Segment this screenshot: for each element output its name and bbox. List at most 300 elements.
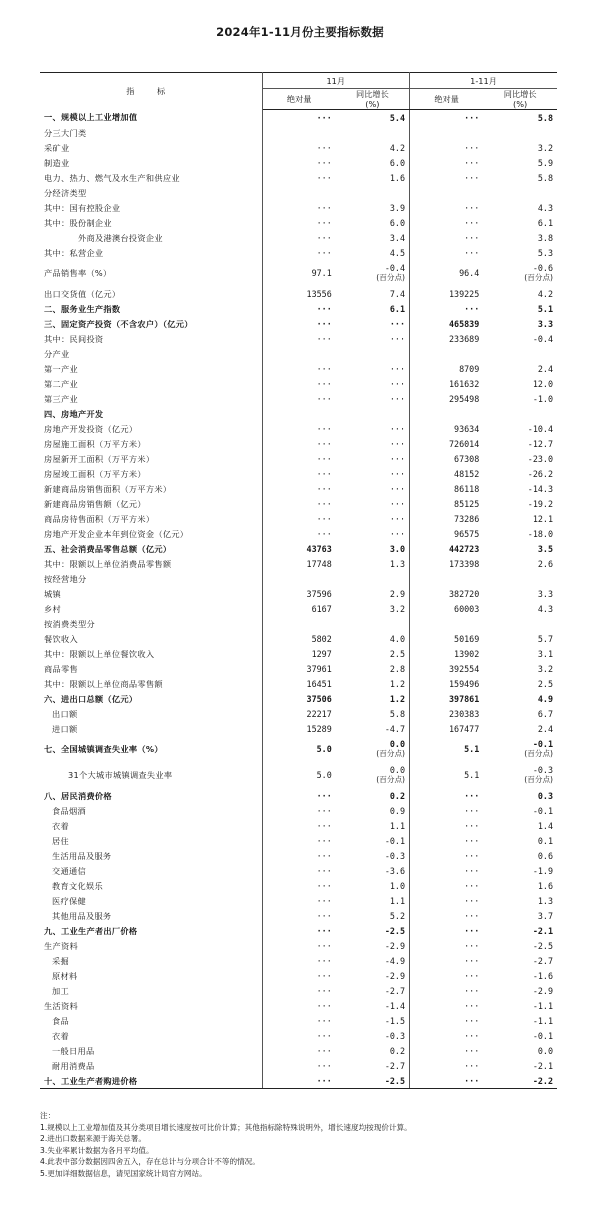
indicator-name: 乡村 [40, 601, 262, 616]
cumulative-absolute-value: ··· [464, 1000, 480, 1011]
month-yoy-growth: 2.9 [336, 586, 410, 601]
table-row [40, 110, 557, 126]
month-yoy-growth: -4.7 [336, 721, 410, 736]
month-yoy-growth: 4.0 [336, 631, 410, 646]
month-yoy-growth: 1.1 [336, 818, 410, 833]
cumulative-absolute-value: ··· [464, 820, 480, 831]
month-yoy-growth [336, 406, 410, 421]
indicator-name: 其他用品及服务 [40, 908, 262, 923]
cumulative-absolute-value [410, 616, 484, 631]
indicator-name: 分产业 [40, 346, 262, 361]
table-row [40, 481, 557, 496]
indicator-name: 商品零售 [40, 661, 262, 676]
cumulative-yoy-growth: 12.0 [532, 378, 554, 389]
indicator-name: 二、服务业生产指数 [40, 301, 262, 316]
cumulative-absolute-value: ··· [464, 805, 480, 816]
month-absolute-value: ··· [316, 157, 332, 168]
cumulative-absolute-value: 465839 [449, 318, 480, 329]
table-row [40, 706, 557, 721]
table-row [40, 526, 557, 541]
indicator-name: 一般日用品 [40, 1043, 262, 1058]
indicator-header: 指 标 [40, 73, 262, 110]
table-row [40, 721, 557, 736]
cumulative-absolute-value: 233689 [449, 333, 480, 344]
cumulative-yoy-growth: 5.3 [537, 247, 554, 258]
month-yoy-growth [336, 346, 410, 361]
cumulative-absolute-value: 60003 [454, 603, 480, 614]
month-absolute-value: ··· [316, 955, 332, 966]
month-absolute-value [262, 346, 336, 361]
month-absolute-value: 17748 [306, 558, 332, 569]
table-row [40, 376, 557, 391]
cumulative-absolute-value: 96575 [454, 528, 480, 539]
cumulative-absolute-value [410, 571, 484, 586]
table-row [40, 833, 557, 848]
cumulative-yoy-growth: -0.1 (百分点) [524, 739, 554, 758]
cumulative-yoy-growth: -1.6 [532, 970, 554, 981]
month-absolute-value: 13556 [306, 288, 332, 299]
cumulative-yoy-growth: 3.7 [537, 910, 554, 921]
cumulative-absolute-value: 67308 [454, 453, 480, 464]
cumulative-absolute-value: ··· [464, 955, 480, 966]
cumulative-absolute-value: 73286 [454, 513, 480, 524]
footnote-line: 2.进出口数据来源于海关总署。 [40, 1134, 146, 1144]
month-absolute-value: ··· [316, 925, 332, 936]
cumulative-yoy-growth: 12.1 [532, 513, 554, 524]
cumulative-absolute-value: 167477 [449, 723, 480, 734]
indicator-name: 其中：私营企业 [40, 245, 262, 260]
table-row [40, 155, 557, 170]
table-row [40, 953, 557, 968]
cumulative-yoy-growth: -2.1 [532, 925, 554, 936]
month-absolute-value: ··· [316, 790, 332, 801]
table-row [40, 998, 557, 1013]
cumulative-absolute-value: ··· [464, 172, 480, 183]
table-row [40, 215, 557, 230]
month-yoy-growth: -0.4 (百分点) [336, 260, 410, 286]
cumulative-absolute-value: ··· [464, 790, 480, 801]
indicator-name: 新建商品房销售面积（万平方米） [40, 481, 262, 496]
month-yoy-growth [336, 616, 410, 631]
cumulative-yoy-growth: 1.6 [537, 880, 554, 891]
month-yoy-growth: 4.2 [336, 140, 410, 155]
indicator-name: 分经济类型 [40, 185, 262, 200]
yoy-header: 同比增长 (%) [336, 89, 410, 110]
cumulative-absolute-value: ··· [464, 895, 480, 906]
month-absolute-value: ··· [316, 820, 332, 831]
indicator-name: 生产资料 [40, 938, 262, 953]
indicator-name: 三、固定资产投资（不含农户）（亿元） [40, 316, 262, 331]
table-row [40, 406, 557, 421]
indicator-name: 进口额 [40, 721, 262, 736]
table-row [40, 691, 557, 706]
month-yoy-growth: 1.2 [336, 691, 410, 706]
indicator-name: 采掘 [40, 953, 262, 968]
month-yoy-growth: 3.4 [336, 230, 410, 245]
indicator-name: 电力、热力、燃气及水生产和供应业 [40, 170, 262, 185]
table-row [40, 316, 557, 331]
month-yoy-growth: -0.1 [336, 833, 410, 848]
table-row [40, 286, 557, 301]
cumulative-absolute-value: ··· [464, 925, 480, 936]
month-absolute-value: ··· [316, 1030, 332, 1041]
cumulative-yoy-growth: -26.2 [527, 468, 554, 479]
month-yoy-growth: 2.8 [336, 661, 410, 676]
month-absolute-value: ··· [316, 910, 332, 921]
month-yoy-growth: 0.0 (百分点) [336, 736, 410, 762]
table-row [40, 185, 557, 200]
cumulative-absolute-value: ··· [464, 985, 480, 996]
month-yoy-growth: ··· [336, 451, 410, 466]
cumulative-yoy-growth: -18.0 [527, 528, 554, 539]
month-yoy-growth: 2.5 [336, 646, 410, 661]
month-absolute-value: 37596 [306, 588, 332, 599]
cumulative-yoy-growth: -0.1 [532, 805, 554, 816]
cumulative-absolute-value: ··· [464, 1030, 480, 1041]
table-row [40, 736, 557, 762]
month-absolute-value: 15289 [306, 723, 332, 734]
month-yoy-growth: ··· [336, 391, 410, 406]
indicators-table [40, 72, 557, 1089]
cumulative-yoy-growth: 0.1 [537, 835, 554, 846]
month-yoy-growth: 0.9 [336, 803, 410, 818]
cumulative-absolute-value: ··· [464, 1015, 480, 1026]
cumulative-yoy-growth: 3.1 [537, 648, 554, 659]
cumulative-yoy-growth: -12.7 [527, 438, 554, 449]
month-absolute-value: 1297 [311, 648, 332, 659]
cumulative-absolute-value: ··· [464, 232, 480, 243]
indicator-name: 按消费类型分 [40, 616, 262, 631]
table-row [40, 451, 557, 466]
cumulative-yoy-growth: -0.4 [532, 333, 554, 344]
indicator-name: 交通通信 [40, 863, 262, 878]
indicator-name: 城镇 [40, 586, 262, 601]
cumulative-yoy-growth: 3.3 [537, 318, 554, 329]
cumulative-yoy-growth: 2.6 [537, 558, 554, 569]
month-absolute-value: 6167 [311, 603, 332, 614]
month-yoy-growth: -2.5 [336, 923, 410, 938]
month-yoy-growth: -0.3 [336, 1028, 410, 1043]
table-row [40, 908, 557, 923]
indicator-name: 房屋新开工面积（万平方米） [40, 451, 262, 466]
month-absolute-value: ··· [316, 142, 332, 153]
table-row [40, 346, 557, 361]
cumulative-yoy-growth: -1.1 [532, 1015, 554, 1026]
month-absolute-value: ··· [316, 985, 332, 996]
cumulative-yoy-growth: -19.2 [527, 498, 554, 509]
month-yoy-growth: ··· [336, 496, 410, 511]
cumulative-yoy-growth: -1.0 [532, 393, 554, 404]
month-yoy-growth: 0.0 (百分点) [336, 762, 410, 788]
indicator-name: 出口额 [40, 706, 262, 721]
month-yoy-growth: -3.6 [336, 863, 410, 878]
month-yoy-growth [336, 571, 410, 586]
month-yoy-growth: -2.7 [336, 1058, 410, 1073]
cumulative-absolute-value [410, 125, 484, 140]
indicator-name: 医疗保健 [40, 893, 262, 908]
indicator-name: 第一产业 [40, 361, 262, 376]
footnote-line: 3.失业率累计数据为各月平均值。 [40, 1145, 154, 1155]
cumulative-yoy-growth: 6.7 [537, 708, 554, 719]
cumulative-absolute-value: 96.4 [459, 268, 480, 278]
table-row [40, 466, 557, 481]
cumulative-absolute-value: ··· [464, 303, 480, 314]
cumulative-yoy-growth: -10.4 [527, 423, 554, 434]
indicator-name: 产品销售率（%） [40, 260, 262, 286]
indicator-name: 房屋竣工面积（万平方米） [40, 466, 262, 481]
month-absolute-value: ··· [316, 303, 332, 314]
month-absolute-value: ··· [262, 1073, 336, 1089]
month-yoy-growth [336, 125, 410, 140]
month-yoy-growth: -1.4 [336, 998, 410, 1013]
indicator-name: 九、工业生产者出厂价格 [40, 923, 262, 938]
cumulative-yoy-growth: -23.0 [527, 453, 554, 464]
month-absolute-value [262, 571, 336, 586]
cumulative-yoy-growth [483, 571, 557, 586]
month-yoy-growth: 6.0 [336, 155, 410, 170]
cumulative-yoy-growth: -14.3 [527, 483, 554, 494]
table-row [40, 803, 557, 818]
table-row [40, 848, 557, 863]
month-yoy-growth: -0.3 [336, 848, 410, 863]
month-absolute-value: ··· [316, 1045, 332, 1056]
month-yoy-growth: 1.0 [336, 878, 410, 893]
cumulative-absolute-value: 86118 [454, 483, 480, 494]
footnote-line: 4.此表中部分数据因四舍五入，存在总计与分项合计不等的情况。 [40, 1157, 260, 1167]
indicator-name: 其中：限额以上单位餐饮收入 [40, 646, 262, 661]
cumulative-yoy-growth [483, 125, 557, 140]
indicator-name: 分三大门类 [40, 125, 262, 140]
month-absolute-value: 22217 [306, 708, 332, 719]
month-yoy-growth: -2.9 [336, 968, 410, 983]
month-absolute-value: ··· [316, 363, 332, 374]
cumulative-absolute-value: ··· [464, 112, 480, 123]
month-absolute-value: 5.0 [316, 770, 332, 780]
cumulative-absolute-value: 85125 [454, 498, 480, 509]
month-absolute-value: ··· [316, 232, 332, 243]
month-absolute-value: ··· [316, 318, 332, 329]
footnotes [40, 1110, 557, 1180]
month-absolute-value: ··· [316, 378, 332, 389]
table-row [40, 1058, 557, 1073]
month-yoy-growth: -1.5 [336, 1013, 410, 1028]
table-row [40, 923, 557, 938]
table-row [40, 301, 557, 316]
indicator-name: 五、社会消费品零售总额（亿元） [40, 541, 262, 556]
month-yoy-growth: ··· [336, 481, 410, 496]
month-yoy-growth: ··· [336, 361, 410, 376]
indicator-name: 加工 [40, 983, 262, 998]
cumulative-absolute-value: 161632 [449, 378, 480, 389]
cumulative-yoy-growth: 3.2 [537, 663, 554, 674]
cumulative-yoy-growth: 1.4 [537, 820, 554, 831]
cumulative-absolute-value: 48152 [454, 468, 480, 479]
month-absolute-value: 97.1 [311, 268, 332, 278]
cumulative-absolute-value: ··· [464, 217, 480, 228]
month-absolute-value: ··· [316, 1015, 332, 1026]
month-yoy-growth: -2.9 [336, 938, 410, 953]
cumulative-yoy-growth: 2.4 [537, 363, 554, 374]
month-absolute-value [262, 125, 336, 140]
month-absolute-value [262, 185, 336, 200]
month-absolute-value: ··· [316, 468, 332, 479]
table-row [40, 496, 557, 511]
month-absolute-value: ··· [316, 498, 332, 509]
cumulative-absolute-value: 159496 [449, 678, 480, 689]
cumulative-yoy-growth: 3.8 [537, 232, 554, 243]
month-yoy-growth: ··· [336, 376, 410, 391]
cumulative-absolute-value: ··· [464, 1045, 480, 1056]
cumulative-yoy-growth: 2.5 [537, 678, 554, 689]
month-absolute-value: ··· [316, 1060, 332, 1071]
indicator-name: 其中：限额以上单位消费品零售额 [40, 556, 262, 571]
footnote-line: 5.更加详细数据信息，请见国家统计局官方网站。 [40, 1168, 207, 1178]
indicator-name: 居住 [40, 833, 262, 848]
cumulative-absolute-value [410, 406, 484, 421]
month-absolute-value: ··· [316, 835, 332, 846]
table-row [40, 616, 557, 631]
month-yoy-growth: ··· [336, 316, 410, 331]
cumulative-absolute-value: ··· [464, 940, 480, 951]
month-yoy-growth: ··· [336, 421, 410, 436]
indicator-name: 外商及港澳台投资企业 [40, 230, 262, 245]
indicator-name: 衣着 [40, 818, 262, 833]
month-absolute-value: ··· [316, 453, 332, 464]
cumulative-absolute-value: ··· [464, 850, 480, 861]
cumulative-yoy-growth: -2.2 [483, 1073, 557, 1089]
cumulative-absolute-value: ··· [464, 142, 480, 153]
indicator-name: 食品 [40, 1013, 262, 1028]
cumulative-yoy-growth: 2.4 [537, 723, 554, 734]
indicator-name: 耐用消费品 [40, 1058, 262, 1073]
month-absolute-value: 16451 [306, 678, 332, 689]
cumulative-yoy-growth: 6.1 [537, 217, 554, 228]
cumulative-yoy-growth: 5.1 [537, 303, 554, 314]
cumulative-yoy-growth: 0.3 [537, 790, 554, 801]
table-row [40, 125, 557, 140]
month-yoy-growth: 6.0 [336, 215, 410, 230]
table-row [40, 863, 557, 878]
indicator-name: 商品房待售面积（万平方米） [40, 511, 262, 526]
cumulative-absolute-value: 295498 [449, 393, 480, 404]
cumulative-yoy-growth: 5.8 [537, 112, 554, 123]
cumulative-absolute-value: ··· [464, 880, 480, 891]
month-absolute-value: ··· [316, 423, 332, 434]
table-row [40, 676, 557, 691]
indicator-name: 原材料 [40, 968, 262, 983]
table-row [40, 938, 557, 953]
table-row [40, 601, 557, 616]
indicator-name: 四、房地产开发 [40, 406, 262, 421]
cumulative-yoy-growth: 0.6 [537, 850, 554, 861]
table-row [40, 331, 557, 346]
cumulative-yoy-growth: -0.3 (百分点) [524, 765, 554, 784]
indicator-name: 生活用品及服务 [40, 848, 262, 863]
cumulative-absolute-value [410, 185, 484, 200]
indicator-name: 食品烟酒 [40, 803, 262, 818]
table-row [40, 556, 557, 571]
table-row [40, 818, 557, 833]
table-row [40, 245, 557, 260]
month-yoy-growth: 1.3 [336, 556, 410, 571]
month-absolute-value: ··· [316, 393, 332, 404]
month-yoy-growth: ··· [336, 511, 410, 526]
cumulative-absolute-value: ··· [464, 1060, 480, 1071]
cumulative-yoy-growth: 3.5 [537, 543, 554, 554]
indicator-name: 其中：民间投资 [40, 331, 262, 346]
month-absolute-value: ··· [316, 970, 332, 981]
table-row [40, 200, 557, 215]
table-row [40, 230, 557, 245]
month-yoy-growth: 0.2 [336, 1043, 410, 1058]
table-row [40, 1013, 557, 1028]
table-row [40, 983, 557, 998]
cumulative-absolute-value: 726014 [449, 438, 480, 449]
table-row [40, 571, 557, 586]
cumulative-absolute-value: 230383 [449, 708, 480, 719]
table-row [40, 1043, 557, 1058]
table-body [40, 110, 557, 1089]
month-yoy-growth: 5.2 [336, 908, 410, 923]
cumulative-yoy-growth: 1.3 [537, 895, 554, 906]
month-yoy-growth: 6.1 [336, 301, 410, 316]
table-row [40, 541, 557, 556]
month-absolute-value: ··· [316, 172, 332, 183]
month-yoy-growth: ··· [336, 466, 410, 481]
table-row [40, 878, 557, 893]
indicator-name: 一、规模以上工业增加值 [40, 110, 262, 126]
month-absolute-value: ··· [316, 880, 332, 891]
cumulative-yoy-growth [483, 185, 557, 200]
month-absolute-value: 5.0 [316, 744, 332, 754]
indicator-name: 房屋施工面积（万平方米） [40, 436, 262, 451]
month-yoy-growth [336, 185, 410, 200]
indicator-name: 31个大城市城镇调查失业率 [40, 762, 262, 788]
cumulative-yoy-growth: -2.7 [532, 955, 554, 966]
cumulative-yoy-growth: -2.9 [532, 985, 554, 996]
month-yoy-growth: 1.6 [336, 170, 410, 185]
month-yoy-growth: 3.0 [336, 541, 410, 556]
yoy-header: 同比增长 (%) [483, 89, 557, 110]
cumulative-yoy-growth: 4.9 [537, 693, 554, 704]
table-row [40, 140, 557, 155]
cumulative-yoy-growth: 4.3 [537, 202, 554, 213]
month-absolute-value: ··· [316, 202, 332, 213]
cumulative-absolute-value: 392554 [449, 663, 480, 674]
table-row [40, 511, 557, 526]
cumulative-absolute-value: 382720 [449, 588, 480, 599]
month-yoy-growth: ··· [336, 331, 410, 346]
cumulative-absolute-value: ··· [464, 247, 480, 258]
month-absolute-value: ··· [316, 1000, 332, 1011]
indicator-name: 按经营地分 [40, 571, 262, 586]
month-absolute-value: ··· [316, 217, 332, 228]
indicator-name: 衣着 [40, 1028, 262, 1043]
indicator-name: 六、进出口总额（亿元） [40, 691, 262, 706]
month-absolute-value: ··· [316, 483, 332, 494]
cumulative-absolute-value: 173398 [449, 558, 480, 569]
cumulative-yoy-growth: -1.9 [532, 865, 554, 876]
table-row [40, 646, 557, 661]
cumulative-absolute-value: 5.1 [464, 770, 480, 780]
month-yoy-growth: -2.7 [336, 983, 410, 998]
table-row [40, 170, 557, 185]
cumulative-absolute-value: ··· [464, 970, 480, 981]
cumulative-absolute-value: 442723 [449, 543, 480, 554]
month-absolute-value: ··· [316, 247, 332, 258]
cumulative-yoy-growth: 5.7 [537, 633, 554, 644]
table-row [40, 893, 557, 908]
